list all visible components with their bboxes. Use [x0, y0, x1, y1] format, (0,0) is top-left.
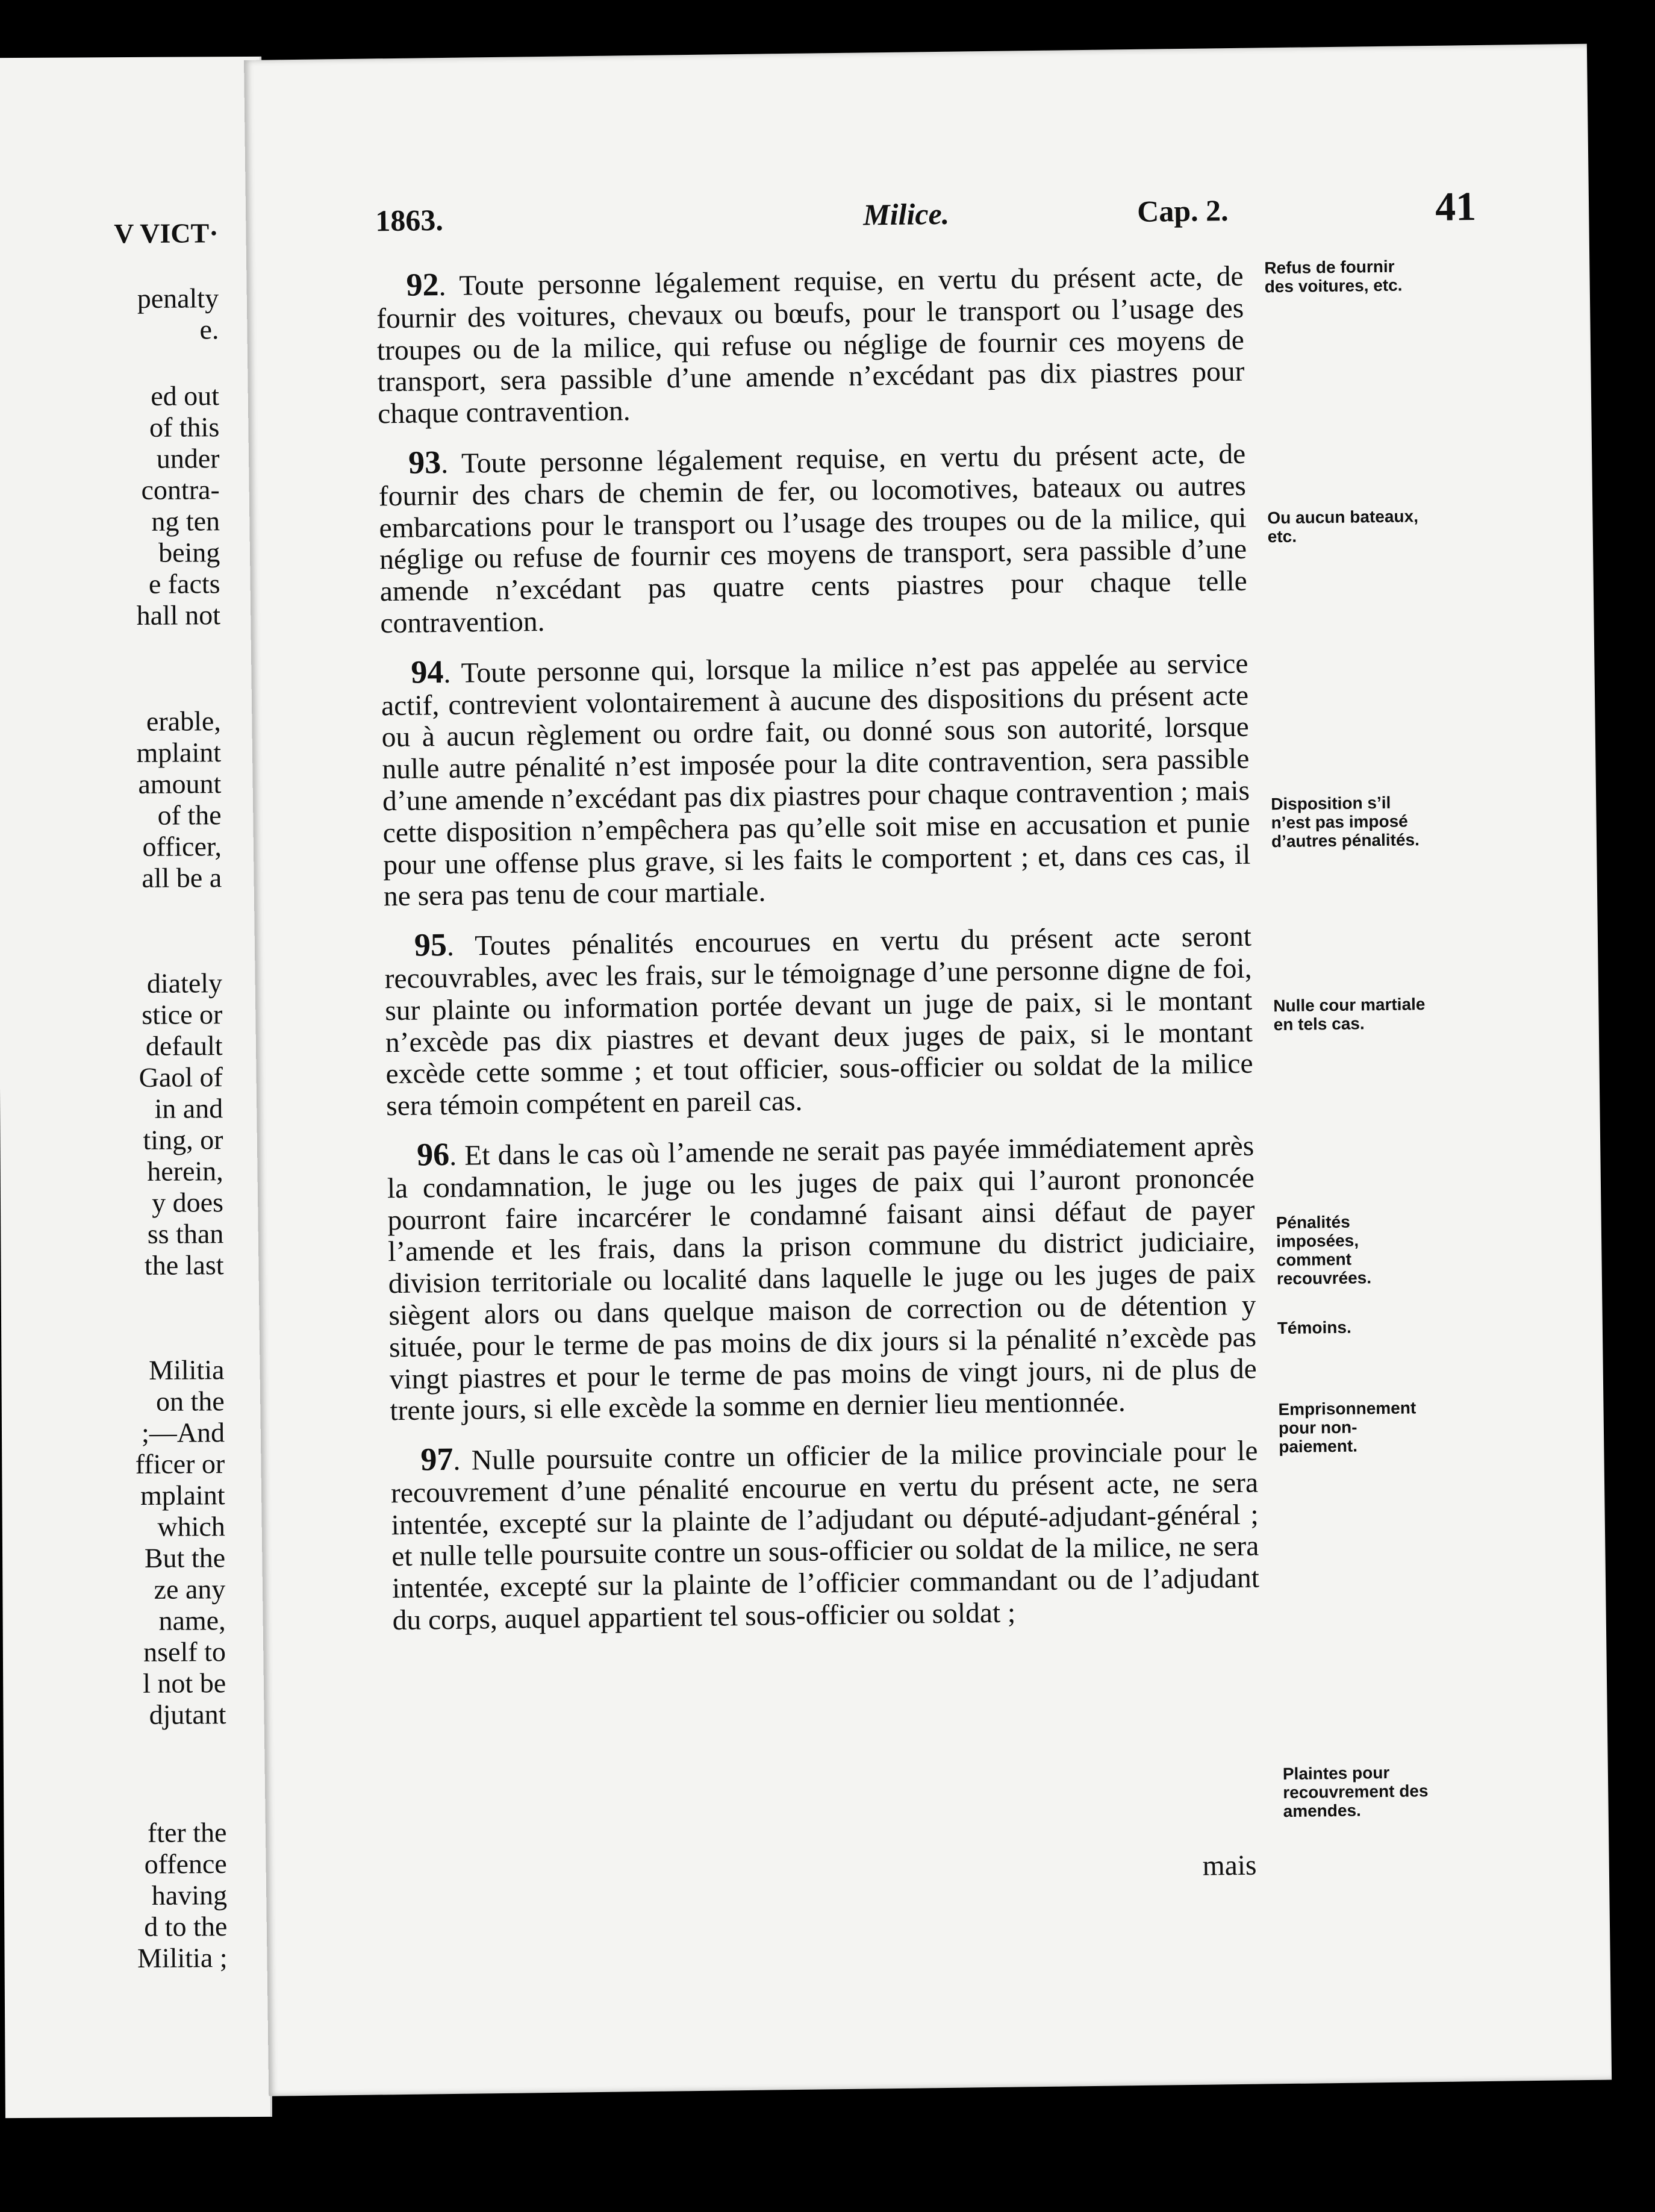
left-page-line: fficer or	[135, 1448, 225, 1479]
left-page-line: Gaol of	[139, 1061, 223, 1093]
left-page-line: herein,	[147, 1155, 223, 1187]
left-page-line: d to the	[144, 1911, 228, 1942]
left-page-line: which	[157, 1511, 225, 1542]
left-page-line: mplaint	[136, 737, 222, 768]
section-number: 96	[416, 1136, 450, 1173]
left-page-line: But the	[144, 1542, 226, 1573]
left-page-line: all be a	[142, 862, 222, 893]
section-number: 93	[408, 444, 441, 481]
left-page-line: Militia ;	[137, 1942, 228, 1973]
left-page-line: being	[158, 537, 220, 568]
left-page-header: V VICT·	[114, 217, 219, 249]
left-page-line: hall not	[136, 599, 221, 631]
left-page-line: ss than	[147, 1218, 224, 1249]
section-97: 97. Nulle poursuite contre un officier de la milice provinciale pour le recouvrement d’une pénalité encourue en vertu du présent acte, ne sera intentée, excepté sur la plainte de l’adjudant ou député-adjudant-général ; et nulle telle poursuite contre un sous-officier ou soldat de la milice, ne sera intentée, excepté sur la plainte de l’officier commandant ou de l’adjudant du corps, auquel appartient tel sous-officier ou soldat ;	[390, 1435, 1260, 1637]
section-96: 96. Et dans le cas où l’amende ne serait pas payée immédiatement après la condamnation, le juge ou les juges de paix qui l’auront prononcée pourront faire incarcérer le condamné faisant ainsi défaut de payer l’amende et les frais, dans la prison commune du district judiciaire, division territoriale ou localité dans laquelle le juge ou les juges de paix siègent alors ou dans quelque maison de correction ou de détention y située, pour le terme de pas moins de dix jours si la pénalité n’excède pas vingt piastres et pour le terme de pas moins de vingt jours, ni de plus de trente jours, si elle excède la somme en dernier lieu mentionnée.	[387, 1130, 1257, 1427]
margin-note: Refus de fournir des voitures, etc.	[1264, 257, 1403, 296]
left-page-line: ed out	[151, 380, 220, 411]
left-page-line: fter the	[147, 1817, 227, 1848]
left-page-line: in and	[154, 1093, 223, 1124]
left-page-line: y does	[152, 1187, 224, 1218]
left-page-line: e.	[199, 314, 219, 345]
left-page-line: e facts	[148, 568, 220, 599]
section-number: 95	[414, 926, 447, 963]
left-page-line: the last	[144, 1249, 224, 1281]
section-number: 97	[420, 1441, 453, 1478]
section-text: Toute personne légalement requise, en vertu du présent acte, de fournir des voitures, chevaux ou bœufs, pour le transport ou l’usage des troupes ou de la milice, qui refuse ou néglige de fournir ces moyens de transport, sera passible d’une amende n’excédant pas dix piastres pour chaque contravention.	[376, 260, 1245, 430]
margin-note: Témoins.	[1277, 1317, 1351, 1338]
section-text: Et dans le cas où l’amende ne serait pas payée immédiatement après la condamnation, le juge ou les juges de paix qui l’auront prononcée pourront faire incarcérer le condamné faisant ainsi défaut de payer l’amende et les frais, dans la prison commune du district judiciaire, division territoriale ou localité dans laquelle le juge ou les juges de paix siègent alors ou dans quelque maison de correction ou de détention y située, pour le terme de pas moins de dix jours si la pénalité n’excède pas vingt piastres et pour le terme de pas moins de vingt jours, ni de plus de trente jours, si elle excède la somme en dernier lieu mentionnée.	[387, 1130, 1257, 1427]
left-page-line: Militia	[149, 1354, 225, 1386]
header-title: Milice.	[862, 196, 950, 232]
section-93: 93. Toute personne légalement requise, en vertu du présent acte, de fournir des chars de chemin de fer, ou locomotives, bateaux ou autres embarcations pour le transport ou l’usage des troupes ou de la milice, qui néglige ou refuse de fournir ces moyens de transport, sera passible d’une amende n’excédant pas quatre cents piastres pour chaque telle contravention.	[378, 438, 1248, 640]
left-page-line: of this	[149, 411, 220, 443]
left-page-line: ;—And	[141, 1417, 225, 1448]
left-page-line: under	[156, 443, 220, 474]
left-page-line: l not be	[143, 1667, 226, 1699]
left-page-line: djutant	[149, 1699, 226, 1730]
left-page-line: on the	[155, 1386, 225, 1417]
running-header	[375, 183, 1520, 245]
left-page-line: amount	[138, 768, 222, 799]
left-page-line: name,	[158, 1605, 226, 1636]
section-text: Toute personne légalement requise, en vertu du présent acte, de fournir des chars de chemin de fer, ou locomotives, bateaux ou autres embarcations pour le transport ou l’usage des troupes ou de la milice, qui néglige ou refuse de fournir ces moyens de transport, sera passible d’une amende n’excédant pas quatre cents piastres pour chaque telle contravention.	[378, 438, 1248, 640]
left-page-line: stice or	[142, 999, 223, 1030]
margin-note: Pénalités imposées, comment recouvrées.	[1276, 1212, 1372, 1289]
section-text: Toutes pénalités encourues en vertu du présent acte seront recouvrables, avec les frais, sur le témoignage d’une personne digne de foi, sur plainte ou information portée devant un juge de paix, si le montant n’excède pas dix piastres et devant deux juges de paix, si le montant excède cette somme ; et tout officier, sous-officier ou soldat de la milice sera témoin compétent en pareil cas.	[384, 920, 1253, 1122]
section-95: 95. Toutes pénalités encourues en vertu du présent acte seront recouvrables, avec les frais, sur le témoignage d’une personne digne de foi, sur plainte ou information portée devant un juge de paix, si le montant n’excède pas dix piastres et devant deux juges de paix, si le montant excède cette somme ; et tout officier, sous-officier ou soldat de la milice sera témoin compétent en pareil cas.	[384, 920, 1253, 1122]
header-year: 1863.	[375, 202, 444, 238]
left-page-line: having	[151, 1879, 228, 1911]
left-page-line: diately	[146, 967, 223, 999]
margin-note: Emprisonnement pour non-paiement.	[1278, 1398, 1417, 1457]
margin-notes	[1264, 257, 1429, 1821]
section-number: 92	[406, 266, 439, 303]
left-page-line: officer,	[142, 831, 222, 862]
body-text	[376, 259, 1260, 1654]
section-92: 92. Toute personne légalement requise, en vertu du présent acte, de fournir des voitures, chevaux ou bœufs, pour le transport ou l’usage des troupes ou de la milice, qui refuse ou néglige de fournir ces moyens de transport, sera passible d’une amende n’excédant pas dix piastres pour chaque contravention.	[376, 260, 1245, 430]
header-chapter: Cap. 2.	[1136, 193, 1229, 228]
left-page-line: penalty	[137, 283, 219, 314]
left-page-fragment	[0, 57, 272, 2118]
section-94: 94. Toute personne qui, lorsque la milice n’est pas appelée au service actif, contrevient volontairement à aucune des dispositions du présent acte ou à aucun règlement ou ordre fait, ou donné sous son autorité, lorsque nulle autre pénalité n’est imposée pour la dite contravention, sera passible d’une amende n’excédant pas dix piastres pour chaque contravention ; mais cette disposition n’empêchera pas qu’elle soit mise en accusation et punie pour une offense plus grave, si les faits le comportent ; et, dans ces cas, il ne sera pas tenu de cour martiale.	[381, 648, 1251, 913]
margin-note: Disposition s’il n’est pas imposé d’autres pénalités.	[1271, 793, 1420, 851]
left-page-line: erable,	[146, 705, 221, 737]
left-page-line: nself to	[143, 1636, 226, 1667]
left-page-line: ng ten	[151, 505, 220, 537]
left-page-line: mplaint	[140, 1479, 225, 1511]
left-page-line: ting, or	[143, 1124, 223, 1155]
left-page-line: ze any	[154, 1573, 226, 1605]
margin-note: Nulle cour martiale en tels cas.	[1273, 995, 1426, 1034]
left-page-line: of the	[157, 799, 222, 831]
catchword: mais	[1202, 1849, 1257, 1882]
page-number: 41	[1435, 183, 1477, 230]
margin-note: Plaintes pour recouvrement des amendes.	[1282, 1763, 1429, 1821]
margin-note: Ou aucun bateaux, etc.	[1267, 507, 1419, 546]
section-text: Nulle poursuite contre un officier de la milice provinciale pour le recouvrement d’une pénalité encourue en vertu du présent acte, ne sera intentée, excepté sur la plainte de l’adjudant ou député-adjudant-général ; et nulle telle poursuite contre un sous-officier ou soldat de la milice, ne sera intentée, excepté sur la plainte de l’officier commandant ou de l’adjudant du corps, auquel appartient tel sous-officier ou soldat ;	[390, 1435, 1260, 1637]
section-number: 94	[411, 653, 444, 690]
section-text: Toute personne qui, lorsque la milice n’est pas appelée au service actif, contrevient volontairement à aucune des dispositions du présent acte ou à aucun règlement ou ordre fait, ou donné sous son autorité, lorsque nulle autre pénalité n’est imposée pour la dite contravention, sera passible d’une amende n’excédant pas dix piastres pour chaque contravention ; mais cette disposition n’empêchera pas qu’elle soit mise en accusation et punie pour une offense plus grave, si les faits le comportent ; et, dans ces cas, il ne sera pas tenu de cour martiale.	[381, 648, 1251, 913]
left-page-line: contra-	[141, 474, 220, 505]
left-page-line: default	[145, 1030, 223, 1061]
left-page-line: offence	[144, 1848, 227, 1879]
right-page	[244, 44, 1612, 2096]
